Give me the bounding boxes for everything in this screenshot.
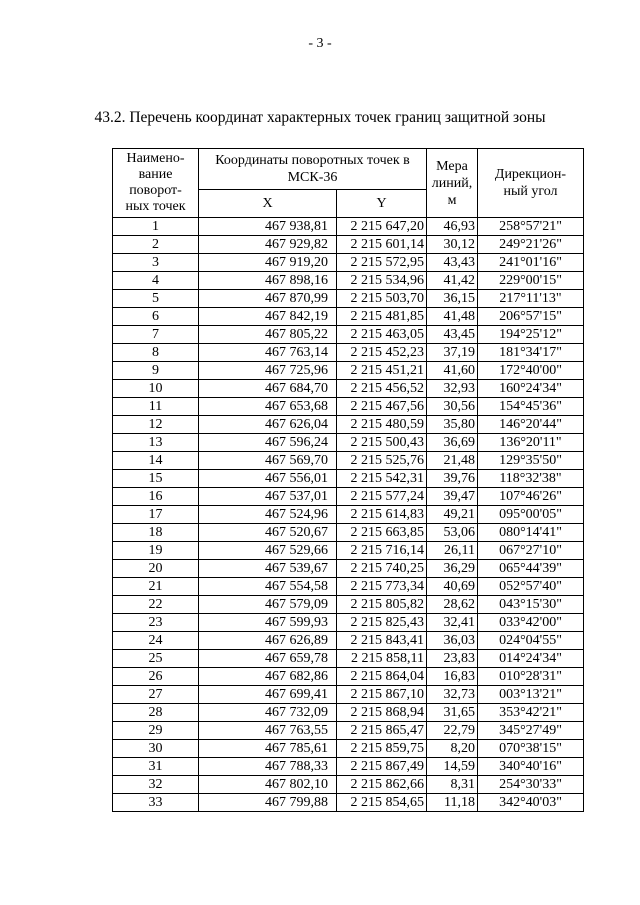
cell-point: 24 bbox=[113, 632, 199, 650]
cell-length: 37,19 bbox=[427, 344, 478, 362]
table-row bbox=[113, 254, 584, 272]
cell-x: 467 898,16 bbox=[199, 272, 337, 290]
cell-y: 2 215 868,94 bbox=[337, 704, 427, 722]
cell-x: 467 653,68 bbox=[199, 398, 337, 416]
cell-length: 30,12 bbox=[427, 236, 478, 254]
cell-point: 16 bbox=[113, 488, 199, 506]
cell-x: 467 929,82 bbox=[199, 236, 337, 254]
cell-y: 2 215 663,85 bbox=[337, 524, 427, 542]
cell-point: 33 bbox=[113, 794, 199, 812]
table-row bbox=[113, 290, 584, 308]
cell-x: 467 805,22 bbox=[199, 326, 337, 344]
cell-point: 26 bbox=[113, 668, 199, 686]
cell-x: 467 599,93 bbox=[199, 614, 337, 632]
cell-point: 21 bbox=[113, 578, 199, 596]
cell-y: 2 215 825,43 bbox=[337, 614, 427, 632]
header-coordinates bbox=[199, 149, 427, 190]
cell-x: 467 725,96 bbox=[199, 362, 337, 380]
cell-length: 41,60 bbox=[427, 362, 478, 380]
cell-y: 2 215 500,43 bbox=[337, 434, 427, 452]
cell-direction: 217°11'13" bbox=[478, 290, 584, 308]
table-row bbox=[113, 434, 584, 452]
cell-length: 28,62 bbox=[427, 596, 478, 614]
table-row bbox=[113, 488, 584, 506]
cell-point: 14 bbox=[113, 452, 199, 470]
cell-point: 20 bbox=[113, 560, 199, 578]
cell-x: 467 870,99 bbox=[199, 290, 337, 308]
cell-length: 26,11 bbox=[427, 542, 478, 560]
cell-point: 31 bbox=[113, 758, 199, 776]
table-row bbox=[113, 362, 584, 380]
cell-length: 46,93 bbox=[427, 218, 478, 236]
table-row bbox=[113, 470, 584, 488]
table-row bbox=[113, 578, 584, 596]
cell-length: 8,31 bbox=[427, 776, 478, 794]
cell-length: 41,48 bbox=[427, 308, 478, 326]
cell-point: 12 bbox=[113, 416, 199, 434]
cell-x: 467 682,86 bbox=[199, 668, 337, 686]
cell-length: 43,43 bbox=[427, 254, 478, 272]
cell-point: 15 bbox=[113, 470, 199, 488]
cell-point: 10 bbox=[113, 380, 199, 398]
cell-y: 2 215 773,34 bbox=[337, 578, 427, 596]
cell-x: 467 919,20 bbox=[199, 254, 337, 272]
cell-x: 467 554,58 bbox=[199, 578, 337, 596]
cell-length: 32,41 bbox=[427, 614, 478, 632]
cell-y: 2 215 858,11 bbox=[337, 650, 427, 668]
cell-length: 16,83 bbox=[427, 668, 478, 686]
table-row bbox=[113, 236, 584, 254]
cell-point: 1 bbox=[113, 218, 199, 236]
cell-y: 2 215 542,31 bbox=[337, 470, 427, 488]
cell-point: 3 bbox=[113, 254, 199, 272]
header-direction-angle bbox=[478, 149, 584, 218]
cell-x: 467 569,70 bbox=[199, 452, 337, 470]
cell-direction: 070°38'15" bbox=[478, 740, 584, 758]
table-row bbox=[113, 542, 584, 560]
cell-length: 53,06 bbox=[427, 524, 478, 542]
cell-y: 2 215 854,65 bbox=[337, 794, 427, 812]
cell-x: 467 684,70 bbox=[199, 380, 337, 398]
table-row bbox=[113, 632, 584, 650]
cell-direction: 043°15'30" bbox=[478, 596, 584, 614]
cell-x: 467 539,67 bbox=[199, 560, 337, 578]
cell-point: 19 bbox=[113, 542, 199, 560]
header-y: Y bbox=[337, 190, 427, 218]
header-x: X bbox=[199, 190, 337, 218]
header-line-length bbox=[427, 149, 478, 218]
cell-y: 2 215 601,14 bbox=[337, 236, 427, 254]
table-row bbox=[113, 326, 584, 344]
cell-point: 28 bbox=[113, 704, 199, 722]
cell-direction: 067°27'10" bbox=[478, 542, 584, 560]
cell-length: 35,80 bbox=[427, 416, 478, 434]
cell-x: 467 529,66 bbox=[199, 542, 337, 560]
cell-point: 32 bbox=[113, 776, 199, 794]
cell-length: 41,42 bbox=[427, 272, 478, 290]
cell-y: 2 215 740,25 bbox=[337, 560, 427, 578]
cell-direction: 154°45'36" bbox=[478, 398, 584, 416]
header-point-name-text: Наимено-вание поворот-ных точек bbox=[125, 151, 186, 214]
cell-length: 36,29 bbox=[427, 560, 478, 578]
cell-length: 39,47 bbox=[427, 488, 478, 506]
cell-point: 2 bbox=[113, 236, 199, 254]
cell-y: 2 215 843,41 bbox=[337, 632, 427, 650]
cell-point: 4 bbox=[113, 272, 199, 290]
cell-x: 467 799,88 bbox=[199, 794, 337, 812]
cell-x: 467 579,09 bbox=[199, 596, 337, 614]
cell-length: 32,73 bbox=[427, 686, 478, 704]
cell-length: 30,56 bbox=[427, 398, 478, 416]
cell-length: 43,45 bbox=[427, 326, 478, 344]
cell-point: 13 bbox=[113, 434, 199, 452]
cell-x: 467 626,04 bbox=[199, 416, 337, 434]
table-row bbox=[113, 614, 584, 632]
cell-y: 2 215 480,59 bbox=[337, 416, 427, 434]
table-row bbox=[113, 218, 584, 236]
cell-x: 467 520,67 bbox=[199, 524, 337, 542]
cell-direction: 258°57'21" bbox=[478, 218, 584, 236]
cell-y: 2 215 805,82 bbox=[337, 596, 427, 614]
coordinates-table bbox=[112, 148, 584, 812]
cell-point: 17 bbox=[113, 506, 199, 524]
table-row bbox=[113, 650, 584, 668]
cell-y: 2 215 463,05 bbox=[337, 326, 427, 344]
cell-x: 467 537,01 bbox=[199, 488, 337, 506]
cell-x: 467 626,89 bbox=[199, 632, 337, 650]
cell-length: 23,83 bbox=[427, 650, 478, 668]
cell-x: 467 659,78 bbox=[199, 650, 337, 668]
cell-direction: 146°20'44" bbox=[478, 416, 584, 434]
cell-length: 14,59 bbox=[427, 758, 478, 776]
table-row bbox=[113, 794, 584, 812]
cell-direction: 065°44'39" bbox=[478, 560, 584, 578]
cell-direction: 229°00'15" bbox=[478, 272, 584, 290]
cell-x: 467 785,61 bbox=[199, 740, 337, 758]
cell-x: 467 802,10 bbox=[199, 776, 337, 794]
header-line-length-text: Мера линий, м bbox=[431, 158, 473, 208]
cell-y: 2 215 867,10 bbox=[337, 686, 427, 704]
cell-length: 11,18 bbox=[427, 794, 478, 812]
cell-direction: 080°14'41" bbox=[478, 524, 584, 542]
table-row bbox=[113, 560, 584, 578]
cell-x: 467 556,01 bbox=[199, 470, 337, 488]
cell-y: 2 215 451,21 bbox=[337, 362, 427, 380]
table-row bbox=[113, 524, 584, 542]
table-row bbox=[113, 704, 584, 722]
table-row bbox=[113, 452, 584, 470]
cell-length: 22,79 bbox=[427, 722, 478, 740]
cell-y: 2 215 864,04 bbox=[337, 668, 427, 686]
table-row bbox=[113, 416, 584, 434]
cell-y: 2 215 467,56 bbox=[337, 398, 427, 416]
cell-point: 11 bbox=[113, 398, 199, 416]
cell-direction: 172°40'00" bbox=[478, 362, 584, 380]
page-title: 43.2. Перечень координат характерных точек границ защитной зоны bbox=[94, 109, 546, 126]
cell-length: 8,20 bbox=[427, 740, 478, 758]
table-row bbox=[113, 596, 584, 614]
cell-direction: 194°25'12" bbox=[478, 326, 584, 344]
cell-direction: 254°30'33" bbox=[478, 776, 584, 794]
cell-x: 467 699,41 bbox=[199, 686, 337, 704]
table-row bbox=[113, 686, 584, 704]
cell-direction: 033°42'00" bbox=[478, 614, 584, 632]
table-row bbox=[113, 398, 584, 416]
cell-length: 21,48 bbox=[427, 452, 478, 470]
cell-length: 32,93 bbox=[427, 380, 478, 398]
cell-direction: 181°34'17" bbox=[478, 344, 584, 362]
cell-point: 22 bbox=[113, 596, 199, 614]
cell-x: 467 938,81 bbox=[199, 218, 337, 236]
cell-point: 9 bbox=[113, 362, 199, 380]
cell-y: 2 215 503,70 bbox=[337, 290, 427, 308]
cell-point: 5 bbox=[113, 290, 199, 308]
cell-y: 2 215 525,76 bbox=[337, 452, 427, 470]
cell-y: 2 215 577,24 bbox=[337, 488, 427, 506]
cell-direction: 160°24'34" bbox=[478, 380, 584, 398]
table-row bbox=[113, 344, 584, 362]
table-row bbox=[113, 380, 584, 398]
cell-direction: 136°20'11" bbox=[478, 434, 584, 452]
cell-direction: 345°27'49" bbox=[478, 722, 584, 740]
table-row bbox=[113, 272, 584, 290]
header-direction-angle-text: Дирекцион-ный угол bbox=[494, 167, 567, 199]
cell-y: 2 215 456,52 bbox=[337, 380, 427, 398]
cell-direction: 129°35'50" bbox=[478, 452, 584, 470]
table-row bbox=[113, 668, 584, 686]
cell-y: 2 215 867,49 bbox=[337, 758, 427, 776]
cell-point: 25 bbox=[113, 650, 199, 668]
table-row bbox=[113, 308, 584, 326]
header-coordinates-text: Координаты поворотных точек в МСК-36 bbox=[215, 153, 410, 186]
cell-y: 2 215 865,47 bbox=[337, 722, 427, 740]
cell-x: 467 788,33 bbox=[199, 758, 337, 776]
table-row bbox=[113, 776, 584, 794]
cell-point: 6 bbox=[113, 308, 199, 326]
cell-point: 23 bbox=[113, 614, 199, 632]
cell-y: 2 215 572,95 bbox=[337, 254, 427, 272]
cell-x: 467 842,19 bbox=[199, 308, 337, 326]
cell-length: 39,76 bbox=[427, 470, 478, 488]
cell-direction: 206°57'15" bbox=[478, 308, 584, 326]
cell-length: 40,69 bbox=[427, 578, 478, 596]
cell-y: 2 215 859,75 bbox=[337, 740, 427, 758]
table-row bbox=[113, 758, 584, 776]
cell-direction: 353°42'21" bbox=[478, 704, 584, 722]
cell-direction: 118°32'38" bbox=[478, 470, 584, 488]
cell-point: 29 bbox=[113, 722, 199, 740]
header-point-name bbox=[113, 149, 199, 218]
cell-x: 467 732,09 bbox=[199, 704, 337, 722]
cell-length: 49,21 bbox=[427, 506, 478, 524]
table-body bbox=[113, 218, 584, 812]
cell-direction: 052°57'40" bbox=[478, 578, 584, 596]
cell-direction: 024°04'55" bbox=[478, 632, 584, 650]
cell-x: 467 763,55 bbox=[199, 722, 337, 740]
cell-direction: 014°24'34" bbox=[478, 650, 584, 668]
cell-direction: 342°40'03" bbox=[478, 794, 584, 812]
cell-direction: 107°46'26" bbox=[478, 488, 584, 506]
cell-y: 2 215 481,85 bbox=[337, 308, 427, 326]
table-row bbox=[113, 506, 584, 524]
cell-y: 2 215 862,66 bbox=[337, 776, 427, 794]
cell-point: 7 bbox=[113, 326, 199, 344]
cell-x: 467 524,96 bbox=[199, 506, 337, 524]
cell-point: 18 bbox=[113, 524, 199, 542]
cell-length: 36,03 bbox=[427, 632, 478, 650]
cell-point: 27 bbox=[113, 686, 199, 704]
cell-direction: 010°28'31" bbox=[478, 668, 584, 686]
cell-y: 2 215 452,23 bbox=[337, 344, 427, 362]
cell-direction: 003°13'21" bbox=[478, 686, 584, 704]
cell-point: 8 bbox=[113, 344, 199, 362]
cell-direction: 249°21'26" bbox=[478, 236, 584, 254]
cell-length: 31,65 bbox=[427, 704, 478, 722]
cell-direction: 241°01'16" bbox=[478, 254, 584, 272]
cell-y: 2 215 647,20 bbox=[337, 218, 427, 236]
table-row bbox=[113, 722, 584, 740]
cell-direction: 340°40'16" bbox=[478, 758, 584, 776]
table-row bbox=[113, 740, 584, 758]
cell-y: 2 215 534,96 bbox=[337, 272, 427, 290]
cell-x: 467 763,14 bbox=[199, 344, 337, 362]
cell-y: 2 215 614,83 bbox=[337, 506, 427, 524]
page-number: - 3 - bbox=[308, 36, 332, 51]
cell-y: 2 215 716,14 bbox=[337, 542, 427, 560]
cell-direction: 095°00'05" bbox=[478, 506, 584, 524]
cell-length: 36,69 bbox=[427, 434, 478, 452]
cell-point: 30 bbox=[113, 740, 199, 758]
table-header-row bbox=[113, 149, 584, 190]
cell-x: 467 596,24 bbox=[199, 434, 337, 452]
cell-length: 36,15 bbox=[427, 290, 478, 308]
